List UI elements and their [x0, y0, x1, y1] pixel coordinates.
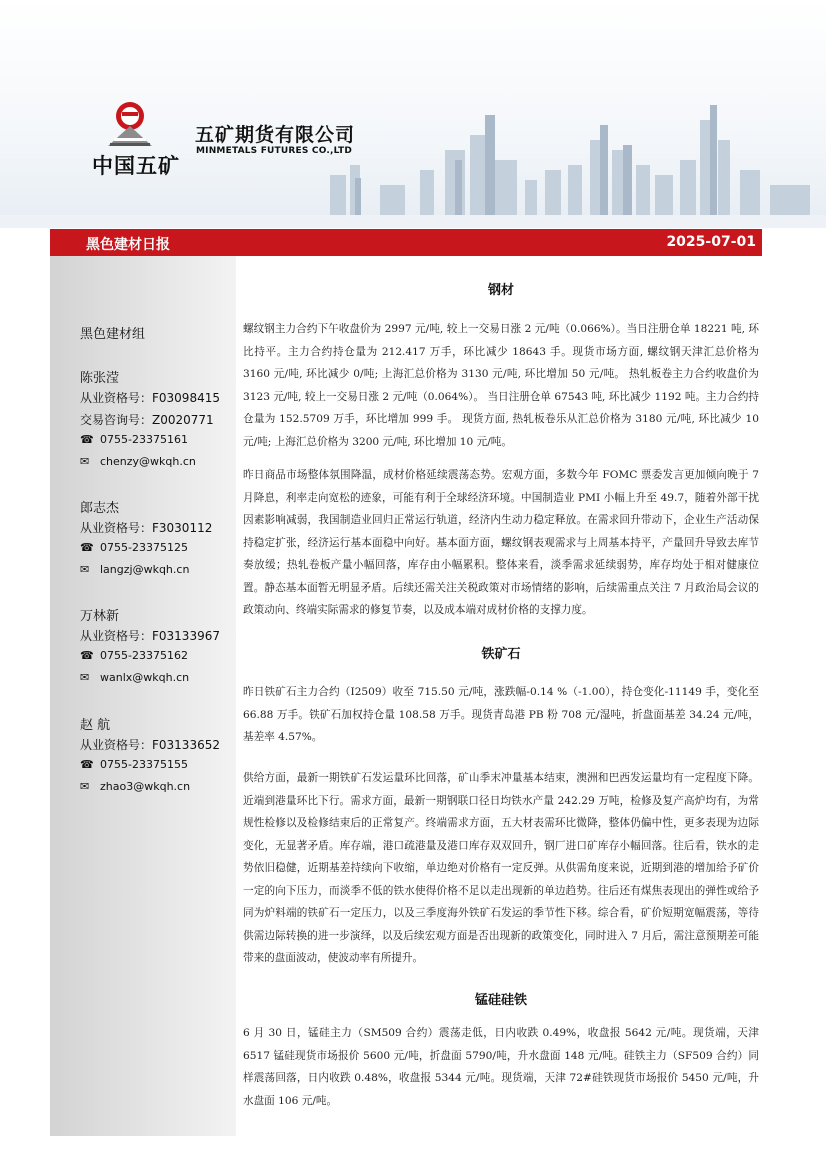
analyst-email: [80, 563, 189, 576]
phone-icon: ☎: [80, 758, 94, 771]
section-paragraph: 昨日铁矿石主力合约（I2509）收至 715.50 元/吨，涨跌幅-0.14 %（-1.00），持仓变化-11149 手，变化至 66.88 万手。铁矿石加权持仓量 108.58 万手。现货青岛港 PB 粉 708 元/湿吨，折盘面基差 34.24 元/吨，基差率 4.57%。: [243, 686, 759, 743]
phone-icon: ☎: [80, 541, 94, 554]
phone-icon: ☎: [80, 649, 94, 662]
analyst-phone: [80, 649, 188, 662]
email-icon: ✉: [80, 563, 90, 576]
analyst-phone: [80, 433, 188, 446]
analyst-qualification: 从业资格号：F03133967: [80, 629, 220, 643]
team-name: 黑色建材组: [80, 327, 146, 342]
phone-number: 0755-23375162: [100, 649, 188, 662]
email-address[interactable]: zhao3@wkqh.cn: [100, 780, 191, 793]
analyst-name: 郎志杰: [80, 501, 120, 516]
minmetals-logo-icon: [100, 98, 160, 148]
email-icon: ✉: [80, 671, 90, 684]
section-heading: 锰硅硅铁: [474, 993, 527, 1008]
analyst-name: 陈张滢: [80, 371, 120, 386]
china-minmetals-logo-text: 中国五矿: [92, 154, 180, 178]
report-header: [0, 0, 826, 228]
phone-number: 0755-23375125: [100, 541, 188, 554]
analyst-consult-number: 交易咨询号：Z0020771: [80, 413, 214, 427]
phone-number: 0755-23375161: [100, 433, 188, 446]
email-icon: ✉: [80, 455, 90, 468]
analyst-sidebar: [50, 256, 236, 1136]
section-paragraph: 6 月 30 日，锰硅主力（SM509 合约）震荡走低，日内收跌 0.49%，收盘报 5642 元/吨。现货端，天津 6517 锰硅现货市场报价 5600 元/吨，折盘面 5790/吨，升水盘面 148 元/吨。硅铁主力（SF509 合约）同样震荡回落，日内收跌 0.48%，收盘报 5344 元/吨。现货端，天津 72#硅铁现货市场报价 5450 元/吨，升水盘面 106 元/吨。: [243, 1027, 759, 1107]
analyst-qualification: 从业资格号：F03133652: [80, 738, 220, 752]
phone-number: 0755-23375155: [100, 758, 188, 771]
title-banner: [50, 229, 762, 256]
analyst-email: [80, 671, 189, 684]
analyst-name: 万林新: [80, 609, 120, 624]
section-heading: 钢材: [487, 283, 514, 298]
report-date: 2025-07-01: [666, 234, 756, 250]
analyst-email: [80, 455, 196, 468]
email-address[interactable]: wanlx@wkqh.cn: [100, 671, 190, 684]
section-paragraph: 螺纹钢主力合约下午收盘价为 2997 元/吨, 较上一交易日涨 2 元/吨（0.066%）。当日注册仓单 18221 吨, 环比持平。主力合约持仓量为 212.417 万手，环比减少 18643 手。现货市场方面, 螺纹钢天津汇总价格为 3160 元/吨, 环比减少 0/吨; 上海汇总价格为 3130 元/吨, 环比增加 50 元/吨。 热轧板卷主力合约收盘价为 3123 元/吨, 较上一交易日涨 2 元/吨（0.064%）。 当日注册仓单 67543 吨, 环比减少 1192 吨。主力合约持仓量为 152.5709 万手，环比增加 999 手。 现货方面, 热轧板卷乐从汇总价格为 3180 元/吨, 环比减少 10 元/吨; 上海汇总价格为 3200 元/吨, 环比增加 10 元/吨。: [243, 323, 759, 448]
company-name-en: MINMETALS FUTURES CO.,LTD: [196, 146, 353, 156]
analyst-qualification: 从业资格号：F3030112: [80, 521, 213, 535]
analyst-qualification: 从业资格号：F03098415: [80, 391, 220, 405]
analyst-email: [80, 780, 190, 793]
phone-icon: ☎: [80, 433, 94, 446]
report-title: 黑色建材日报: [86, 237, 170, 253]
section-paragraph: 昨日商品市场整体氛围降温，成材价格延续震荡态势。宏观方面，多数今年 FOMC 票委发言更加倾向晚于 7 月降息，利率走向宽松的迹象，可能有利于全球经济环境。中国制造业 PMI 小幅上升至 49.7，随着外部干扰因素影响减弱，我国制造业回归正常运行轨道，经济内生动力稳定释放。在需求回升带动下，企业生产活动保持稳定扩张，经济运行基本面稳中向好。基本面方面，螺纹钢表观需求与上周基本持平，产量回升导致去库节奏放缓；热轧卷板产量小幅回落，库存由小幅累积。整体来看，淡季需求延续弱势，库存均处于相对健康位置。静态基本面暂无明显矛盾。后续还需关注关税政策对市场情绪的影响，后续需重点关注 7 月政治局会议的政策动向、终端实际需求的修复节奏，以及成本端对成材价格的支撑力度。: [243, 469, 759, 616]
email-address[interactable]: langzj@wkqh.cn: [100, 563, 190, 576]
company-name-cn: 五矿期货有限公司: [195, 124, 356, 146]
analyst-phone: [80, 758, 188, 771]
section-heading: 铁矿石: [481, 647, 521, 662]
analyst-phone: [80, 541, 188, 554]
section-paragraph: 供给方面，最新一期铁矿石发运量环比回落，矿山季末冲量基本结束，澳洲和巴西发运量均有一定程度下降。近端到港量环比下行。需求方面，最新一期钢联口径日均铁水产量 242.29 万吨，检修及复产高炉均有，为常规性检修以及检修结束后的正常复产。终端需求方面，五大材表需环比微降，整体仍偏中性，更多表现为边际变化，无显著矛盾。库存端，港口疏港量及港口库存双双回升，钢厂进口矿库存小幅回落。往后看，铁水的走势依旧稳健，近期基差持续向下收缩，单边绝对价格有一定反弹。从供需角度来说，近期到港的增加给予矿价一定的向下压力，而淡季不低的铁水使得价格不足以走出现新的单边趋势。往后还有煤焦表现出的弹性或给予同为炉料端的铁矿石一定压力，以及三季度海外铁矿石发运的季节性下移。综合看，矿价短期宽幅震荡，等待供需边际转换的进一步演绎，以及后续宏观方面是否出现新的政策变化，同时进入 7 月后，需注意预期差可能带来的盘面波动，使波动率有所提升。: [243, 772, 759, 964]
analyst-name: 赵 航: [80, 718, 111, 733]
email-icon: ✉: [80, 780, 90, 793]
email-address[interactable]: chenzy@wkqh.cn: [100, 455, 196, 468]
